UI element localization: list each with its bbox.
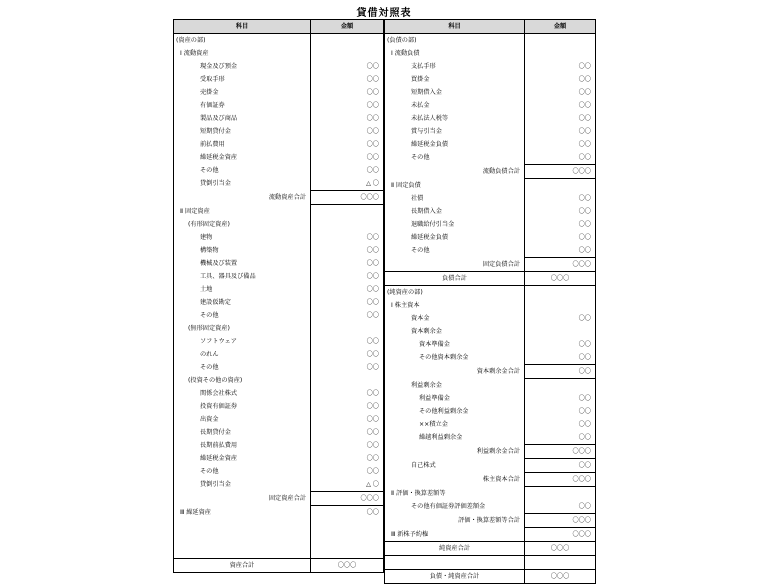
item-label: 短期借入金 bbox=[385, 86, 525, 99]
table-row bbox=[174, 34, 384, 48]
table-row bbox=[385, 125, 596, 138]
table-row bbox=[174, 452, 384, 465]
table-row bbox=[385, 351, 596, 365]
amount-cell: 〇〇 bbox=[311, 413, 384, 426]
amount-cell bbox=[525, 325, 596, 338]
item-label: 繰延税金負債 bbox=[385, 138, 525, 151]
item-label: 買掛金 bbox=[385, 73, 525, 86]
amount-cell: △ 〇 bbox=[311, 177, 384, 191]
item-label: 未払金 bbox=[385, 99, 525, 112]
item-label bbox=[385, 556, 525, 570]
item-label: その他 bbox=[174, 309, 311, 322]
item-label: 繰延税金資産 bbox=[174, 151, 311, 164]
table-row bbox=[174, 257, 384, 270]
amount-cell: 〇〇〇 bbox=[525, 258, 596, 272]
item-label: 固定資産合計 bbox=[174, 492, 311, 506]
table-row bbox=[174, 374, 384, 387]
item-label: 資本準備金 bbox=[385, 338, 525, 351]
item-label: その他 bbox=[385, 151, 525, 165]
amount-cell: 〇〇〇 bbox=[311, 492, 384, 506]
amount-cell bbox=[525, 179, 596, 193]
table-row bbox=[385, 60, 596, 73]
item-label: 利益剰余金 bbox=[385, 379, 525, 393]
amount-cell bbox=[311, 218, 384, 231]
amount-cell: 〇〇 bbox=[311, 112, 384, 125]
amount-cell: 〇〇 bbox=[311, 506, 384, 520]
table-row bbox=[174, 322, 384, 335]
table-row bbox=[174, 60, 384, 73]
item-label: 評価・換算差額等合計 bbox=[385, 514, 525, 528]
item-label bbox=[174, 519, 311, 532]
item-label: 貸倒引当金 bbox=[174, 478, 311, 492]
item-label: Ⅰ 流動資産 bbox=[174, 47, 311, 60]
table-row bbox=[174, 532, 384, 545]
amount-cell: 〇〇 bbox=[525, 218, 596, 231]
item-label: Ⅲ 繰延資産 bbox=[174, 506, 311, 520]
item-label: (資産の部) bbox=[174, 34, 311, 48]
amount-cell bbox=[311, 205, 384, 219]
amount-cell: 〇〇 bbox=[311, 244, 384, 257]
amount-cell bbox=[311, 532, 384, 545]
amount-cell: 〇〇 bbox=[525, 112, 596, 125]
item-label: 繰延税金負債 bbox=[385, 231, 525, 244]
table-row bbox=[385, 218, 596, 231]
item-label: ××積立金 bbox=[385, 418, 525, 431]
table-row bbox=[385, 338, 596, 351]
amount-cell: 〇〇 bbox=[311, 387, 384, 400]
table-row bbox=[385, 205, 596, 218]
item-label: 負債・純資産合計 bbox=[385, 570, 525, 584]
table-row bbox=[174, 218, 384, 231]
item-label: 社債 bbox=[385, 192, 525, 205]
amount-cell: 〇〇 bbox=[311, 164, 384, 177]
table-row bbox=[385, 179, 596, 193]
table-row bbox=[174, 270, 384, 283]
item-label: その他 bbox=[385, 244, 525, 258]
table-row bbox=[385, 418, 596, 431]
amount-cell bbox=[525, 34, 596, 48]
assets-table bbox=[173, 19, 384, 573]
table-row bbox=[174, 465, 384, 478]
item-label: Ⅲ 新株予約権 bbox=[385, 528, 525, 542]
table-row bbox=[174, 138, 384, 151]
item-label: 流動負債合計 bbox=[385, 165, 525, 179]
table-row bbox=[385, 192, 596, 205]
amount-cell: 〇〇〇 bbox=[525, 445, 596, 459]
item-label: 出資金 bbox=[174, 413, 311, 426]
table-row bbox=[385, 73, 596, 86]
item-label: 長期借入金 bbox=[385, 205, 525, 218]
table-row bbox=[174, 99, 384, 112]
table-row bbox=[385, 47, 596, 60]
amount-cell: 〇〇 bbox=[525, 312, 596, 325]
table-header bbox=[385, 20, 596, 34]
table-row bbox=[385, 34, 596, 48]
amount-cell: 〇〇 bbox=[311, 283, 384, 296]
amount-cell: 〇〇〇 bbox=[311, 559, 384, 573]
item-header: 科目 bbox=[385, 20, 525, 34]
liabilities-equity-table bbox=[384, 19, 596, 584]
table-row bbox=[385, 528, 596, 542]
amount-cell: 〇〇 bbox=[311, 348, 384, 361]
item-label: 機械及び装置 bbox=[174, 257, 311, 270]
amount-cell: 〇〇 bbox=[311, 439, 384, 452]
table-row bbox=[174, 387, 384, 400]
item-label: 負債合計 bbox=[385, 272, 525, 286]
table-row bbox=[174, 47, 384, 60]
table-row bbox=[385, 86, 596, 99]
table-row bbox=[385, 151, 596, 165]
amount-cell: 〇〇 bbox=[525, 338, 596, 351]
amount-cell: 〇〇 bbox=[525, 99, 596, 112]
item-label: 資本金 bbox=[385, 312, 525, 325]
table-row bbox=[385, 99, 596, 112]
amount-cell: 〇〇 bbox=[311, 86, 384, 99]
amount-cell: 〇〇 bbox=[311, 151, 384, 164]
item-label: 土地 bbox=[174, 283, 311, 296]
total-row bbox=[385, 272, 596, 286]
amount-cell: 〇〇 bbox=[311, 231, 384, 244]
item-label: その他資本剰余金 bbox=[385, 351, 525, 365]
amount-cell: 〇〇 bbox=[311, 99, 384, 112]
subtotal-row bbox=[385, 514, 596, 528]
table-row bbox=[174, 413, 384, 426]
item-label: 賞与引当金 bbox=[385, 125, 525, 138]
item-label: 構築物 bbox=[174, 244, 311, 257]
table-row bbox=[385, 500, 596, 514]
item-label: 投資有価証券 bbox=[174, 400, 311, 413]
table-row bbox=[174, 361, 384, 374]
amount-cell: 〇〇 bbox=[525, 73, 596, 86]
amount-cell: 〇〇 bbox=[525, 192, 596, 205]
table-row bbox=[174, 506, 384, 520]
table-row bbox=[174, 426, 384, 439]
amount-cell bbox=[525, 487, 596, 501]
table-row bbox=[174, 478, 384, 492]
table-row bbox=[174, 335, 384, 348]
item-label: 自己株式 bbox=[385, 459, 525, 473]
subtotal-row bbox=[385, 258, 596, 272]
amount-cell: 〇〇 bbox=[311, 125, 384, 138]
subtotal-row bbox=[385, 365, 596, 379]
amount-cell: 〇〇〇 bbox=[525, 514, 596, 528]
item-label: (投資その他の資産) bbox=[174, 374, 311, 387]
table-row bbox=[385, 286, 596, 300]
amount-cell: 〇〇 bbox=[311, 465, 384, 478]
item-label: 純資産合計 bbox=[385, 542, 525, 556]
table-row bbox=[385, 231, 596, 244]
amount-cell: 〇〇 bbox=[311, 361, 384, 374]
item-label: 貸倒引当金 bbox=[174, 177, 311, 191]
amount-cell: 〇〇〇 bbox=[311, 191, 384, 205]
table-row bbox=[174, 125, 384, 138]
item-label: ソフトウェア bbox=[174, 335, 311, 348]
table-row bbox=[385, 325, 596, 338]
table-row bbox=[385, 487, 596, 501]
table-row bbox=[385, 405, 596, 418]
item-label: のれん bbox=[174, 348, 311, 361]
table-row bbox=[174, 296, 384, 309]
amount-cell bbox=[311, 34, 384, 48]
amount-cell: 〇〇 bbox=[525, 125, 596, 138]
amount-cell: 〇〇 bbox=[525, 459, 596, 473]
table-row bbox=[385, 459, 596, 473]
amount-cell bbox=[311, 374, 384, 387]
amount-cell: 〇〇 bbox=[525, 205, 596, 218]
amount-cell: 〇〇 bbox=[311, 257, 384, 270]
table-row bbox=[385, 299, 596, 312]
table-row bbox=[385, 112, 596, 125]
item-label: 支払手形 bbox=[385, 60, 525, 73]
item-label: その他 bbox=[174, 361, 311, 374]
amount-cell: 〇〇 bbox=[525, 392, 596, 405]
amount-header: 金額 bbox=[525, 20, 596, 34]
amount-cell: 〇〇 bbox=[525, 365, 596, 379]
subtotal-row bbox=[174, 492, 384, 506]
item-label: 資産合計 bbox=[174, 559, 311, 573]
table-row bbox=[385, 392, 596, 405]
table-row bbox=[385, 138, 596, 151]
item-label: その他有価証券評価差額金 bbox=[385, 500, 525, 514]
amount-cell: 〇〇 bbox=[525, 244, 596, 258]
item-label: 製品及び商品 bbox=[174, 112, 311, 125]
item-header: 科目 bbox=[174, 20, 311, 34]
table-row bbox=[385, 312, 596, 325]
amount-cell: 〇〇 bbox=[525, 86, 596, 99]
item-label bbox=[174, 532, 311, 545]
amount-cell bbox=[525, 47, 596, 60]
item-label: その他 bbox=[174, 164, 311, 177]
amount-cell: 〇〇 bbox=[525, 231, 596, 244]
item-label: 資本剰余金 bbox=[385, 325, 525, 338]
amount-cell: 〇〇 bbox=[311, 452, 384, 465]
item-label: その他利益剰余金 bbox=[385, 405, 525, 418]
item-label: Ⅱ 評価・換算差額等 bbox=[385, 487, 525, 501]
subtotal-row bbox=[385, 445, 596, 459]
item-label: 流動資産合計 bbox=[174, 191, 311, 205]
subtotal-row bbox=[385, 473, 596, 487]
amount-cell: 〇〇 bbox=[525, 151, 596, 165]
item-label: 短期貸付金 bbox=[174, 125, 311, 138]
table-row bbox=[174, 348, 384, 361]
amount-cell: 〇〇 bbox=[525, 405, 596, 418]
amount-cell bbox=[525, 379, 596, 393]
amount-cell bbox=[311, 545, 384, 559]
amount-cell bbox=[525, 299, 596, 312]
item-label bbox=[174, 545, 311, 559]
item-label: (無形固定資産) bbox=[174, 322, 311, 335]
item-label: 未払法人税等 bbox=[385, 112, 525, 125]
item-label: (純資産の部) bbox=[385, 286, 525, 300]
amount-cell: 〇〇 bbox=[525, 60, 596, 73]
item-label: 長期前払費用 bbox=[174, 439, 311, 452]
amount-cell: 〇〇〇 bbox=[525, 165, 596, 179]
amount-cell: △ 〇 bbox=[311, 478, 384, 492]
amount-cell: 〇〇 bbox=[525, 431, 596, 445]
item-label: 建設仮勘定 bbox=[174, 296, 311, 309]
item-label: 資本剰余金合計 bbox=[385, 365, 525, 379]
amount-cell bbox=[525, 556, 596, 570]
total-row bbox=[385, 542, 596, 556]
amount-cell bbox=[311, 47, 384, 60]
amount-cell: 〇〇 bbox=[311, 60, 384, 73]
table-row bbox=[174, 244, 384, 257]
table-row bbox=[174, 439, 384, 452]
amount-cell: 〇〇 bbox=[525, 418, 596, 431]
item-label: Ⅱ 固定資産 bbox=[174, 205, 311, 219]
amount-cell: 〇〇〇 bbox=[525, 528, 596, 542]
amount-cell: 〇〇 bbox=[525, 351, 596, 365]
item-label: (負債の部) bbox=[385, 34, 525, 48]
table-row bbox=[174, 86, 384, 99]
item-label: 繰延税金資産 bbox=[174, 452, 311, 465]
item-label: 前払費用 bbox=[174, 138, 311, 151]
table-row bbox=[174, 519, 384, 532]
table-row bbox=[385, 244, 596, 258]
table-row bbox=[174, 177, 384, 191]
table-row bbox=[174, 283, 384, 296]
item-label: 利益剰余金合計 bbox=[385, 445, 525, 459]
amount-cell: 〇〇 bbox=[525, 500, 596, 514]
amount-cell: 〇〇 bbox=[525, 138, 596, 151]
amount-cell: 〇〇〇 bbox=[525, 570, 596, 584]
subtotal-row bbox=[385, 165, 596, 179]
amount-cell: 〇〇 bbox=[311, 335, 384, 348]
item-label: 長期貸付金 bbox=[174, 426, 311, 439]
amount-cell: 〇〇 bbox=[311, 400, 384, 413]
item-label: 利益準備金 bbox=[385, 392, 525, 405]
item-label: 繰越利益剰余金 bbox=[385, 431, 525, 445]
amount-cell: 〇〇 bbox=[311, 296, 384, 309]
table-row bbox=[385, 431, 596, 445]
item-label: 固定負債合計 bbox=[385, 258, 525, 272]
item-label: Ⅱ 固定負債 bbox=[385, 179, 525, 193]
table-row bbox=[174, 231, 384, 244]
item-label: 建物 bbox=[174, 231, 311, 244]
amount-cell bbox=[311, 322, 384, 335]
item-label: 現金及び預金 bbox=[174, 60, 311, 73]
amount-cell: 〇〇 bbox=[311, 138, 384, 151]
table-row bbox=[385, 379, 596, 393]
amount-cell: 〇〇〇 bbox=[525, 542, 596, 556]
amount-cell: 〇〇 bbox=[311, 270, 384, 283]
item-label: 有価証券 bbox=[174, 99, 311, 112]
amount-cell: 〇〇 bbox=[311, 73, 384, 86]
item-label: 売掛金 bbox=[174, 86, 311, 99]
item-label: Ⅰ 株主資本 bbox=[385, 299, 525, 312]
table-row bbox=[174, 400, 384, 413]
item-label: その他 bbox=[174, 465, 311, 478]
total-row bbox=[174, 559, 384, 573]
amount-cell bbox=[525, 286, 596, 300]
total-row bbox=[385, 570, 596, 584]
table-row bbox=[174, 309, 384, 322]
table-row bbox=[174, 164, 384, 177]
amount-cell: 〇〇〇 bbox=[525, 272, 596, 286]
amount-header: 金額 bbox=[311, 20, 384, 34]
amount-cell bbox=[311, 519, 384, 532]
page-title: 貸借対照表 bbox=[356, 8, 412, 19]
item-label: (有形固定資産) bbox=[174, 218, 311, 231]
table-row bbox=[174, 545, 384, 559]
amount-cell: 〇〇〇 bbox=[525, 473, 596, 487]
amount-cell: 〇〇 bbox=[311, 309, 384, 322]
table-row bbox=[385, 556, 596, 570]
table-header bbox=[174, 20, 384, 34]
subtotal-row bbox=[174, 191, 384, 205]
item-label: 受取手形 bbox=[174, 73, 311, 86]
table-row bbox=[174, 112, 384, 125]
table-row bbox=[174, 205, 384, 219]
item-label: 株主資本合計 bbox=[385, 473, 525, 487]
table-row bbox=[174, 151, 384, 164]
amount-cell: 〇〇 bbox=[311, 426, 384, 439]
table-row bbox=[174, 73, 384, 86]
item-label: 関係会社株式 bbox=[174, 387, 311, 400]
item-label: Ⅰ 流動負債 bbox=[385, 47, 525, 60]
item-label: 退職給付引当金 bbox=[385, 218, 525, 231]
item-label: 工具、器具及び備品 bbox=[174, 270, 311, 283]
